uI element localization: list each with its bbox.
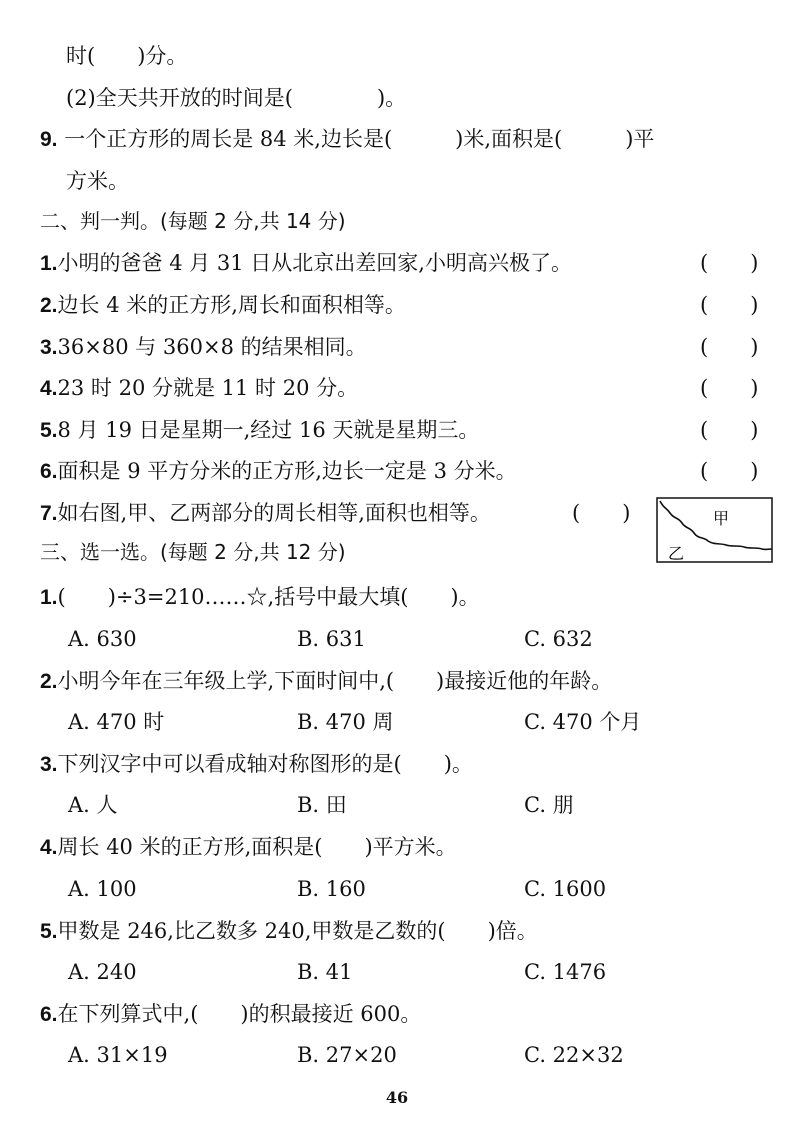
question-text: 如右图,甲、乙两部分的周长相等,面积也相等。 [57, 501, 491, 525]
option-a[interactable]: A. 人 [68, 793, 118, 817]
question-text: 面积是 9 平方分米的正方形,边长一定是 3 分米。 [57, 459, 517, 483]
option-a[interactable]: A. 100 [68, 877, 137, 901]
question-9-continued: 方米。 [66, 169, 129, 193]
question-text: 8 月 19 日是星期一,经过 16 天就是星期三。 [57, 418, 480, 442]
question-9 [40, 125, 654, 154]
label-jia: 甲 [713, 509, 730, 528]
answer-paren[interactable]: ( ) [700, 418, 759, 442]
question-number: 2. [40, 670, 58, 693]
answer-paren[interactable]: ( ) [700, 335, 759, 359]
choice-question-6 [40, 1000, 421, 1029]
question-number: 3. [40, 753, 58, 776]
judge-item-6 [40, 457, 517, 486]
question-number: 7. [40, 502, 58, 525]
answer-paren[interactable]: ( ) [700, 251, 759, 275]
question-text: 甲数是 246,比乙数多 240,甲数是乙数的( )倍。 [57, 919, 538, 943]
option-b[interactable]: B. 27×20 [297, 1043, 397, 1067]
question-number: 4. [40, 836, 58, 859]
question-number: 9. [40, 128, 58, 151]
judge-item-7 [40, 499, 491, 528]
choice-question-4 [40, 833, 457, 862]
option-c[interactable]: C. 1476 [524, 960, 607, 984]
option-b[interactable]: B. 41 [297, 960, 353, 984]
choice-question-1 [40, 583, 480, 612]
question-number: 5. [40, 419, 58, 442]
question-text: 边长 4 米的正方形,周长和面积相等。 [57, 293, 406, 317]
question-number: 5. [40, 920, 58, 943]
option-c[interactable]: C. 朋 [524, 793, 574, 817]
shape-figure [656, 497, 773, 563]
question-text: 36×80 与 360×8 的结果相同。 [57, 335, 367, 359]
label-yi: 乙 [668, 544, 685, 563]
option-b[interactable]: B. 470 周 [297, 710, 394, 734]
option-c[interactable]: C. 470 个月 [524, 710, 642, 734]
option-c[interactable]: C. 22×32 [524, 1043, 624, 1067]
judge-item-1 [40, 249, 572, 278]
option-a[interactable]: A. 630 [68, 627, 137, 651]
question-text: 下列汉字中可以看成轴对称图形的是( )。 [57, 752, 473, 776]
question-text: 一个正方形的周长是 84 米,边长是( )米,面积是( )平 [64, 127, 655, 151]
question-text: 小明今年在三年级上学,下面时间中,( )最接近他的年龄。 [57, 669, 613, 693]
section-2-header: 二、判一判。(每题 2 分,共 14 分) [40, 209, 346, 233]
judge-item-3 [40, 333, 367, 362]
judge-item-5 [40, 416, 479, 445]
answer-paren[interactable]: ( ) [572, 501, 631, 525]
option-b[interactable]: B. 631 [297, 627, 366, 651]
answer-paren[interactable]: ( ) [700, 376, 759, 400]
option-b[interactable]: B. 田 [297, 793, 347, 817]
answer-line-time: 时( )分。 [66, 44, 188, 68]
choice-question-3 [40, 750, 473, 779]
subquestion-2: (2)全天共开放的时间是( )。 [66, 86, 407, 110]
section-3-header: 三、选一选。(每题 2 分,共 12 分) [40, 540, 346, 564]
answer-paren[interactable]: ( ) [700, 293, 759, 317]
question-number: 3. [40, 336, 58, 359]
judge-item-4 [40, 374, 358, 403]
choice-question-2 [40, 667, 612, 696]
question-number: 1. [40, 252, 58, 275]
option-c[interactable]: C. 1600 [524, 877, 607, 901]
option-a[interactable]: A. 470 时 [68, 710, 165, 734]
choice-question-5 [40, 917, 538, 946]
option-a[interactable]: A. 240 [68, 960, 137, 984]
page-number: 46 [385, 1088, 409, 1107]
option-a[interactable]: A. 31×19 [68, 1043, 168, 1067]
question-text: 小明的爸爸 4 月 31 日从北京出差回家,小明高兴极了。 [57, 251, 572, 275]
question-text: 周长 40 米的正方形,面积是( )平方米。 [57, 835, 457, 859]
question-text: 在下列算式中,( )的积最接近 600。 [57, 1002, 422, 1026]
option-b[interactable]: B. 160 [297, 877, 366, 901]
question-text: 23 时 20 分就是 11 时 20 分。 [57, 376, 359, 400]
question-number: 2. [40, 294, 58, 317]
question-text: ( )÷3=210……☆,括号中最大填( )。 [57, 585, 480, 609]
question-number: 6. [40, 460, 58, 483]
question-number: 1. [40, 586, 58, 609]
question-number: 4. [40, 377, 58, 400]
option-c[interactable]: C. 632 [524, 627, 593, 651]
judge-item-2 [40, 291, 406, 320]
question-number: 6. [40, 1003, 58, 1026]
answer-paren[interactable]: ( ) [700, 459, 759, 483]
